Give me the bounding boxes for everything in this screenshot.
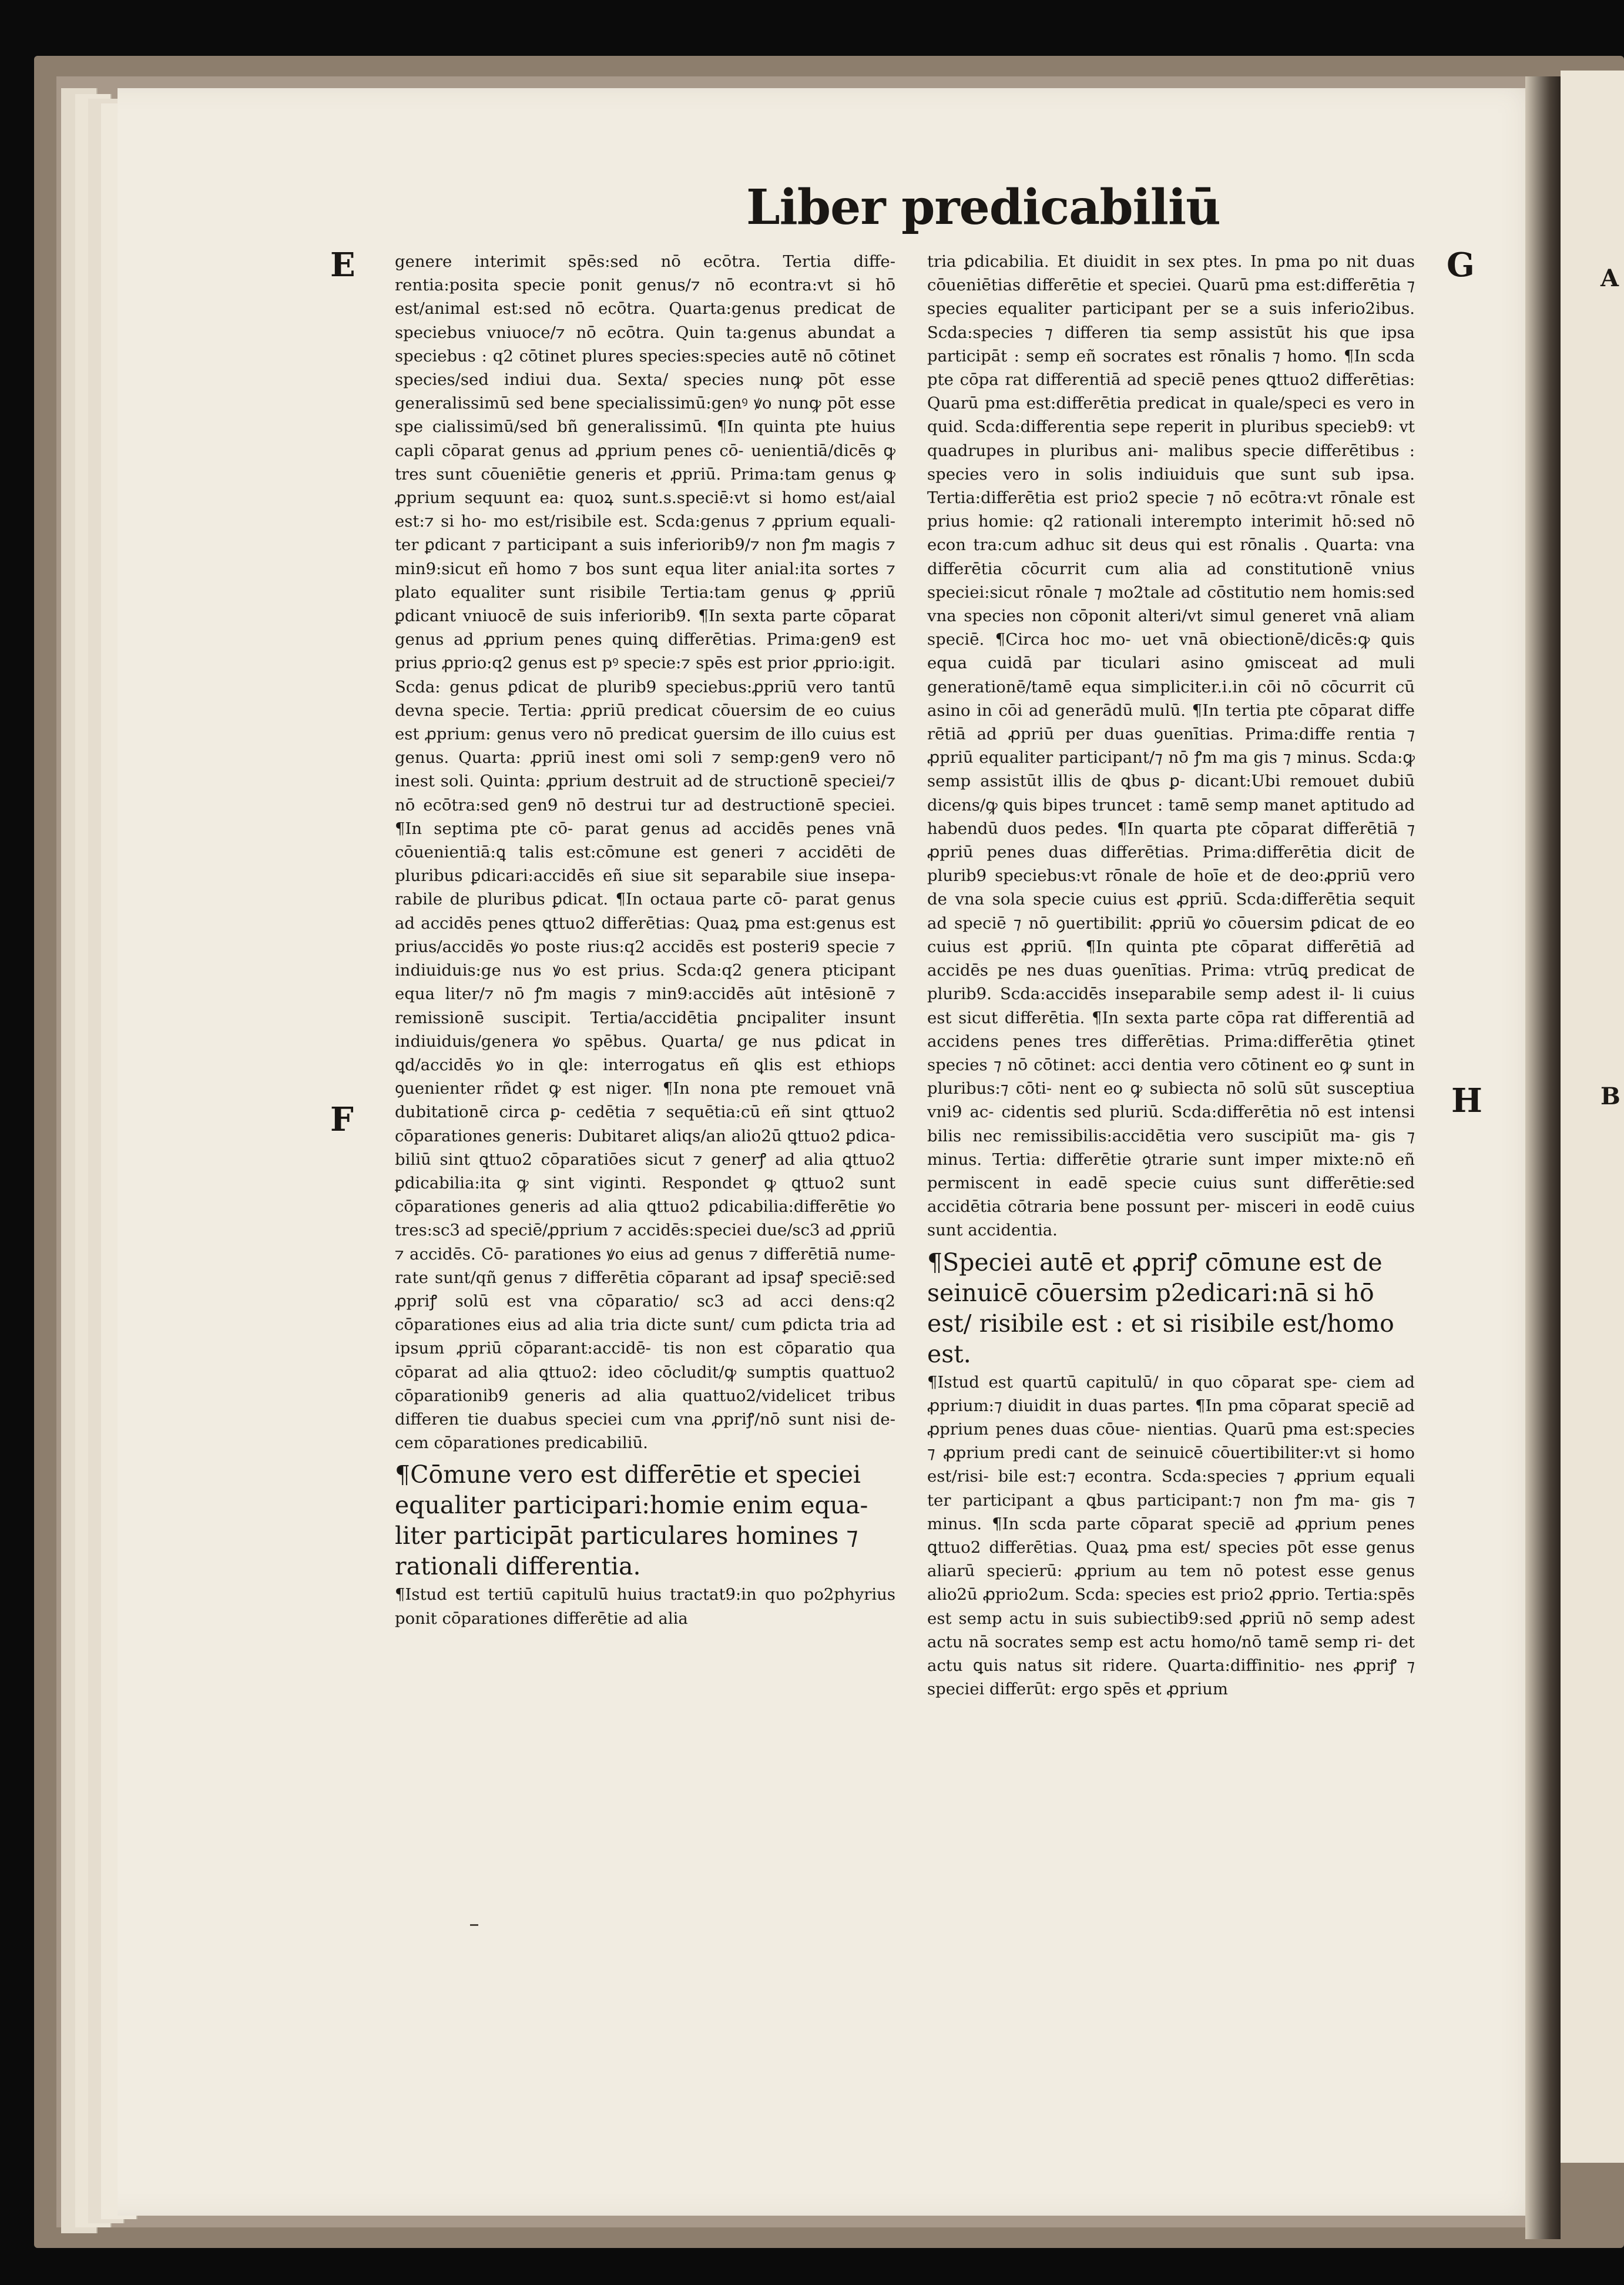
paragraph: ¶Istud est tertiū capitulū huius tractat9:in quo po2phyrius ponit cōparationes differētie ad alia — [395, 1585, 895, 1628]
column-end-mark — [470, 1924, 478, 1926]
facing-page-margin-letter: B — [1600, 1083, 1620, 1110]
margin-letter: F — [330, 1100, 354, 1139]
facing-page-edge — [1561, 71, 1624, 2163]
margin-letter: H — [1451, 1081, 1482, 1120]
margin-letter: G — [1447, 246, 1475, 284]
margin-letter: E — [330, 246, 355, 284]
facing-page-margin-letter: A — [1600, 264, 1619, 292]
paragraph: tria ꝑdicabilia. Et diuidit in sex ptes. In pma po nit duas cōueniētias differētie et speciei. Quarū pma est:differētia ⁊ species equaliter participant per se a suis inferio2ibus. Scda:species ⁊ differen tia semp assistūt his que ipsa participāt : semp eñ socrates est rōnalis ⁊ homo. ¶In scda pte cōpa rat differentiā ad speciē penes ꝗttuo2 differētias: Quarū pma est:differētia predicat in quale/speci es vero in quid. Scda:differentia sepe reperit in pluribus specieb9: vt quadrupes in pluribus ani- malibus specie differētibus : species vero in solis indiuiduis que sunt sub ipsa. Tertia:differētia est prio2 specie ⁊ nō ecōtra:vt rōnale est prius homie: q2 rationali interempto interimit hō:sed nō econ tra:cum adhuc sit deus qui est rōnalis . Quarta: vna differētia cōcurrit cum alia ad constitutionē vnius speciei:sicut rōnale ⁊ mo2tale ad cōstitutio nem homis:sed vna species non cōponit alteri/vt simul generet vnā aliam speciē. ¶Circa hoc mo- uet vnā obiectionē/dicēs:ꝙ ꝗuis equa cuidā par ticulari asino ꝯmisceat ad muli generationē/tamē equa simpliciter.i.in cōi nō cōcurrit cū asino in cōi ad generādū mulū. ¶In tertia pte cōparat diffe rētiā ad ꝓpriū per duas ꝯuenītias. Prima:diffe rentia ⁊ ꝓpriū equaliter participant/⁊ nō ꝭm ma gis ⁊ minus. Scda:ꝙ semp assistūt illis de ꝗbus ꝑ- dicant:Ubi remouet dubiū dicens/ꝙ ꝗuis bipes truncet : tamē semp manet aptitudo ad habendū duos pedes. ¶In quarta pte cōparat differētiā ⁊ ꝓpriū penes duas differētias. Prima:differētia dicit de plurib9 speciebus:vt rōnale de hoīe et de deo:ꝓpriū vero de vna sola specie cuius est ꝓpriū. Scda:differētia sequit ad speciē ⁊ nō ꝯuertibilit: ꝓpriū ꝟo cōuersim ꝑdicat de eo cuius est ꝓpriū. ¶In quinta pte cōparat differētiā ad accidēs pe nes duas ꝯuenītias. Prima: vtrūꝗ predicat de plurib9. Scda:accidēs inseparabile semp adest il- li cuius est sicut differētia. ¶In sexta parte cōpa rat differentiā ad accidens penes tres differētias. Prima:differētia ꝯtinet species ⁊ nō cōtinet: acci dentia vero cōtinent eo ꝙ sunt in pluribus:⁊ cōti- nent eo ꝙ subiecta nō solū sūt susceptiua vni9 ac- cidentis sed pluriū. Scda:differētia nō est intensi bilis nec remissibilis:accidētia vero suscipiūt ma- gis ⁊ minus. Tertia: differētie ꝯtrarie sunt imper mixte:nō eñ permiscent in eadē specie cuius sunt differētie:sed accidētia cōtraria bene possunt per- misceri in eodē cuius sunt accidentia. — [927, 252, 1415, 1240]
book-gutter — [1525, 76, 1561, 2239]
paragraph: genere interimit spēs:sed nō ecōtra. Tertia diffe- rentia:posita specie ponit genus/⁊ nō econtra:vt si hō est/animal est:sed nō ecōtra. Quarta:genus predicat de speciebus vniuoce/⁊ nō ecōtra. Quin ta:genus abundat a speciebus : q2 cōtinet plures species:species autē nō cōtinet species/sed indiui dua. Sexta/ species nunꝙ pōt esse generalissimū sed bene specialissimū:genꝰ ꝟo nunꝙ pōt esse spe cialissimū/sed bñ generalissimū. ¶In quinta pte huius capli cōparat genus ad ꝓprium penes cō- uenientiā/dicēs ꝙ tres sunt cōueniētie generis et ꝓpriū. Prima:tam genus ꝙ ꝓprium sequunt ea: quoꝝ sunt.s.speciē:vt si homo est/aial est:⁊ si ho- mo est/risibile est. Scda:genus ⁊ ꝓprium equali- ter ꝑdicant ⁊ participant a suis inferiorib9/⁊ non ꝭm magis ⁊ min9:sicut eñ homo ⁊ bos sunt equa liter anial:ita sortes ⁊ plato equaliter sunt risibile Tertia:tam genus ꝙ ꝓpriū ꝑdicant vniuocē de suis inferiorib9. ¶In sexta parte cōparat genus ad ꝓprium penes quinꝗ differētias. Prima:gen9 est prius ꝓprio:q2 genus est pꝰ specie:⁊ spēs est prior ꝓprio:igit. Scda: genus ꝑdicat de plurib9 speciebus:ꝓpriū vero tantū devna specie. Tertia: ꝓpriū predicat cōuersim de eo cuius est ꝓprium: genus vero nō predicat ꝯuersim de illo cuius est genus. Quarta: ꝓpriū inest omi soli ⁊ semp:gen9 vero nō inest soli. Quinta: ꝓprium destruit ad de structionē speciei/⁊ nō ecōtra:sed gen9 nō destrui tur ad destructionē speciei. ¶In septima pte cō- parat genus ad accidēs penes vnā cōuenientiā:ꝗ talis est:cōmune est generi ⁊ accidēti de pluribus ꝑdicari:accidēs eñ siue sit separabile siue insepa- rabile de pluribus ꝑdicat. ¶In octaua parte cō- parat genus ad accidēs penes ꝗttuo2 differētias: Quaꝝ pma est:genus est prius/accidēs ꝟo poste rius:q2 accidēs est posteri9 specie ⁊ indiuiduis:ge nus ꝟo est prius. Scda:q2 genera pticipant equa liter/⁊ nō ꝭm magis ⁊ min9:accidēs aūt intēsionē ⁊ remissionē suscipit. Tertia/accidētia ꝑncipaliter insunt indiuiduis/genera ꝟo spēbus. Quarta/ ge nus ꝑdicat in ꝗd/accidēs ꝟo in ꝗle: interrogatus eñ ꝗlis est ethiops ꝯuenienter rñdet ꝙ est niger. ¶In nona pte remouet vnā dubitationē circa ꝑ- cedētia ⁊ sequētia:cū eñ sint ꝗttuo2 cōparationes generis: Dubitaret aliqs/an alio2ū ꝗttuo2 ꝑdica- biliū sint ꝗttuo2 cōparatiōes sicut ⁊ generꝭ ad alia ꝗttuo2 ꝑdicabilia:ita ꝙ sint viginti. Respondet ꝙ ꝗttuo2 sunt cōparationes generis ad alia ꝗttuo2 ꝑdicabilia:differētie ꝟo tres:sc3 ad speciē/ꝓprium ⁊ accidēs:speciei due/sc3 ad ꝓpriū ⁊ accidēs. Cō- parationes ꝟo eius ad genus ⁊ differētiā nume- rate sunt/qñ genus ⁊ differētia cōparant ad ipsaꝭ speciē:sed ꝓpriꝭ solū est vna cōparatio/ sc3 ad acci dens:q2 cōparationes eius ad alia tria dicte sunt/ cum ꝑdicta tria ad ipsum ꝓpriū cōparant:accidē- tis non est cōparatio qua cōparat ad alia ꝗttuo2: ideo cōcludit/ꝙ sumptis quattuo2 cōparationib9 generis ad alia quattuo2/videlicet tribus differen tie duabus speciei cum vna ꝓpriꝭ/nō sunt nisi de- cem cōparationes predicabiliū. — [395, 252, 895, 1453]
chapter-lemma: ¶Cōmune vero est differētie et speciei equaliter participari:homie enim equa- liter participāt particulares homines ⁊ rationali differentia. — [395, 1460, 868, 1581]
left-text-column — [395, 250, 895, 1630]
running-title: Liber predicabiliū — [746, 179, 1220, 236]
right-text-column — [927, 250, 1415, 1701]
chapter-lemma: ¶Speciei autē et ꝓpriꝭ cōmune est de seinuicē cōuersim p2edicari:nā si hō est/ risibile est : et si risibile est/homo est. — [927, 1248, 1394, 1368]
paragraph: ¶Istud est quartū capitulū/ in quo cōparat spe- ciem ad ꝓprium:⁊ diuidit in duas partes. ¶In pma cōparat speciē ad ꝓprium penes duas cōue- nientias. Quarū pma est:species ⁊ ꝓprium predi cant de seinuicē cōuertibiliter:vt si homo est/risi- bile est:⁊ econtra. Scda:species ⁊ ꝓprium equali ter participant a ꝗbus participant:⁊ non ꝭm ma- gis ⁊ minus. ¶In scda parte cōparat speciē ad ꝓprium penes ꝗttuo2 differētias. Quaꝝ pma est/ species pōt esse genus aliarū specierū: ꝓprium au tem nō potest esse genus alio2ū ꝓprio2um. Scda: species est prio2 ꝓprio. Tertia:spēs est semp actu in suis subiectib9:sed ꝓpriū nō semp adest actu nā socrates semp est actu homo/nō tamē semp ri- det actu ꝗuis natus sit ridere. Quarta:diffinitio- nes ꝓpriꝭ ⁊ speciei differūt: ergo spēs et ꝓprium — [927, 1372, 1415, 1699]
